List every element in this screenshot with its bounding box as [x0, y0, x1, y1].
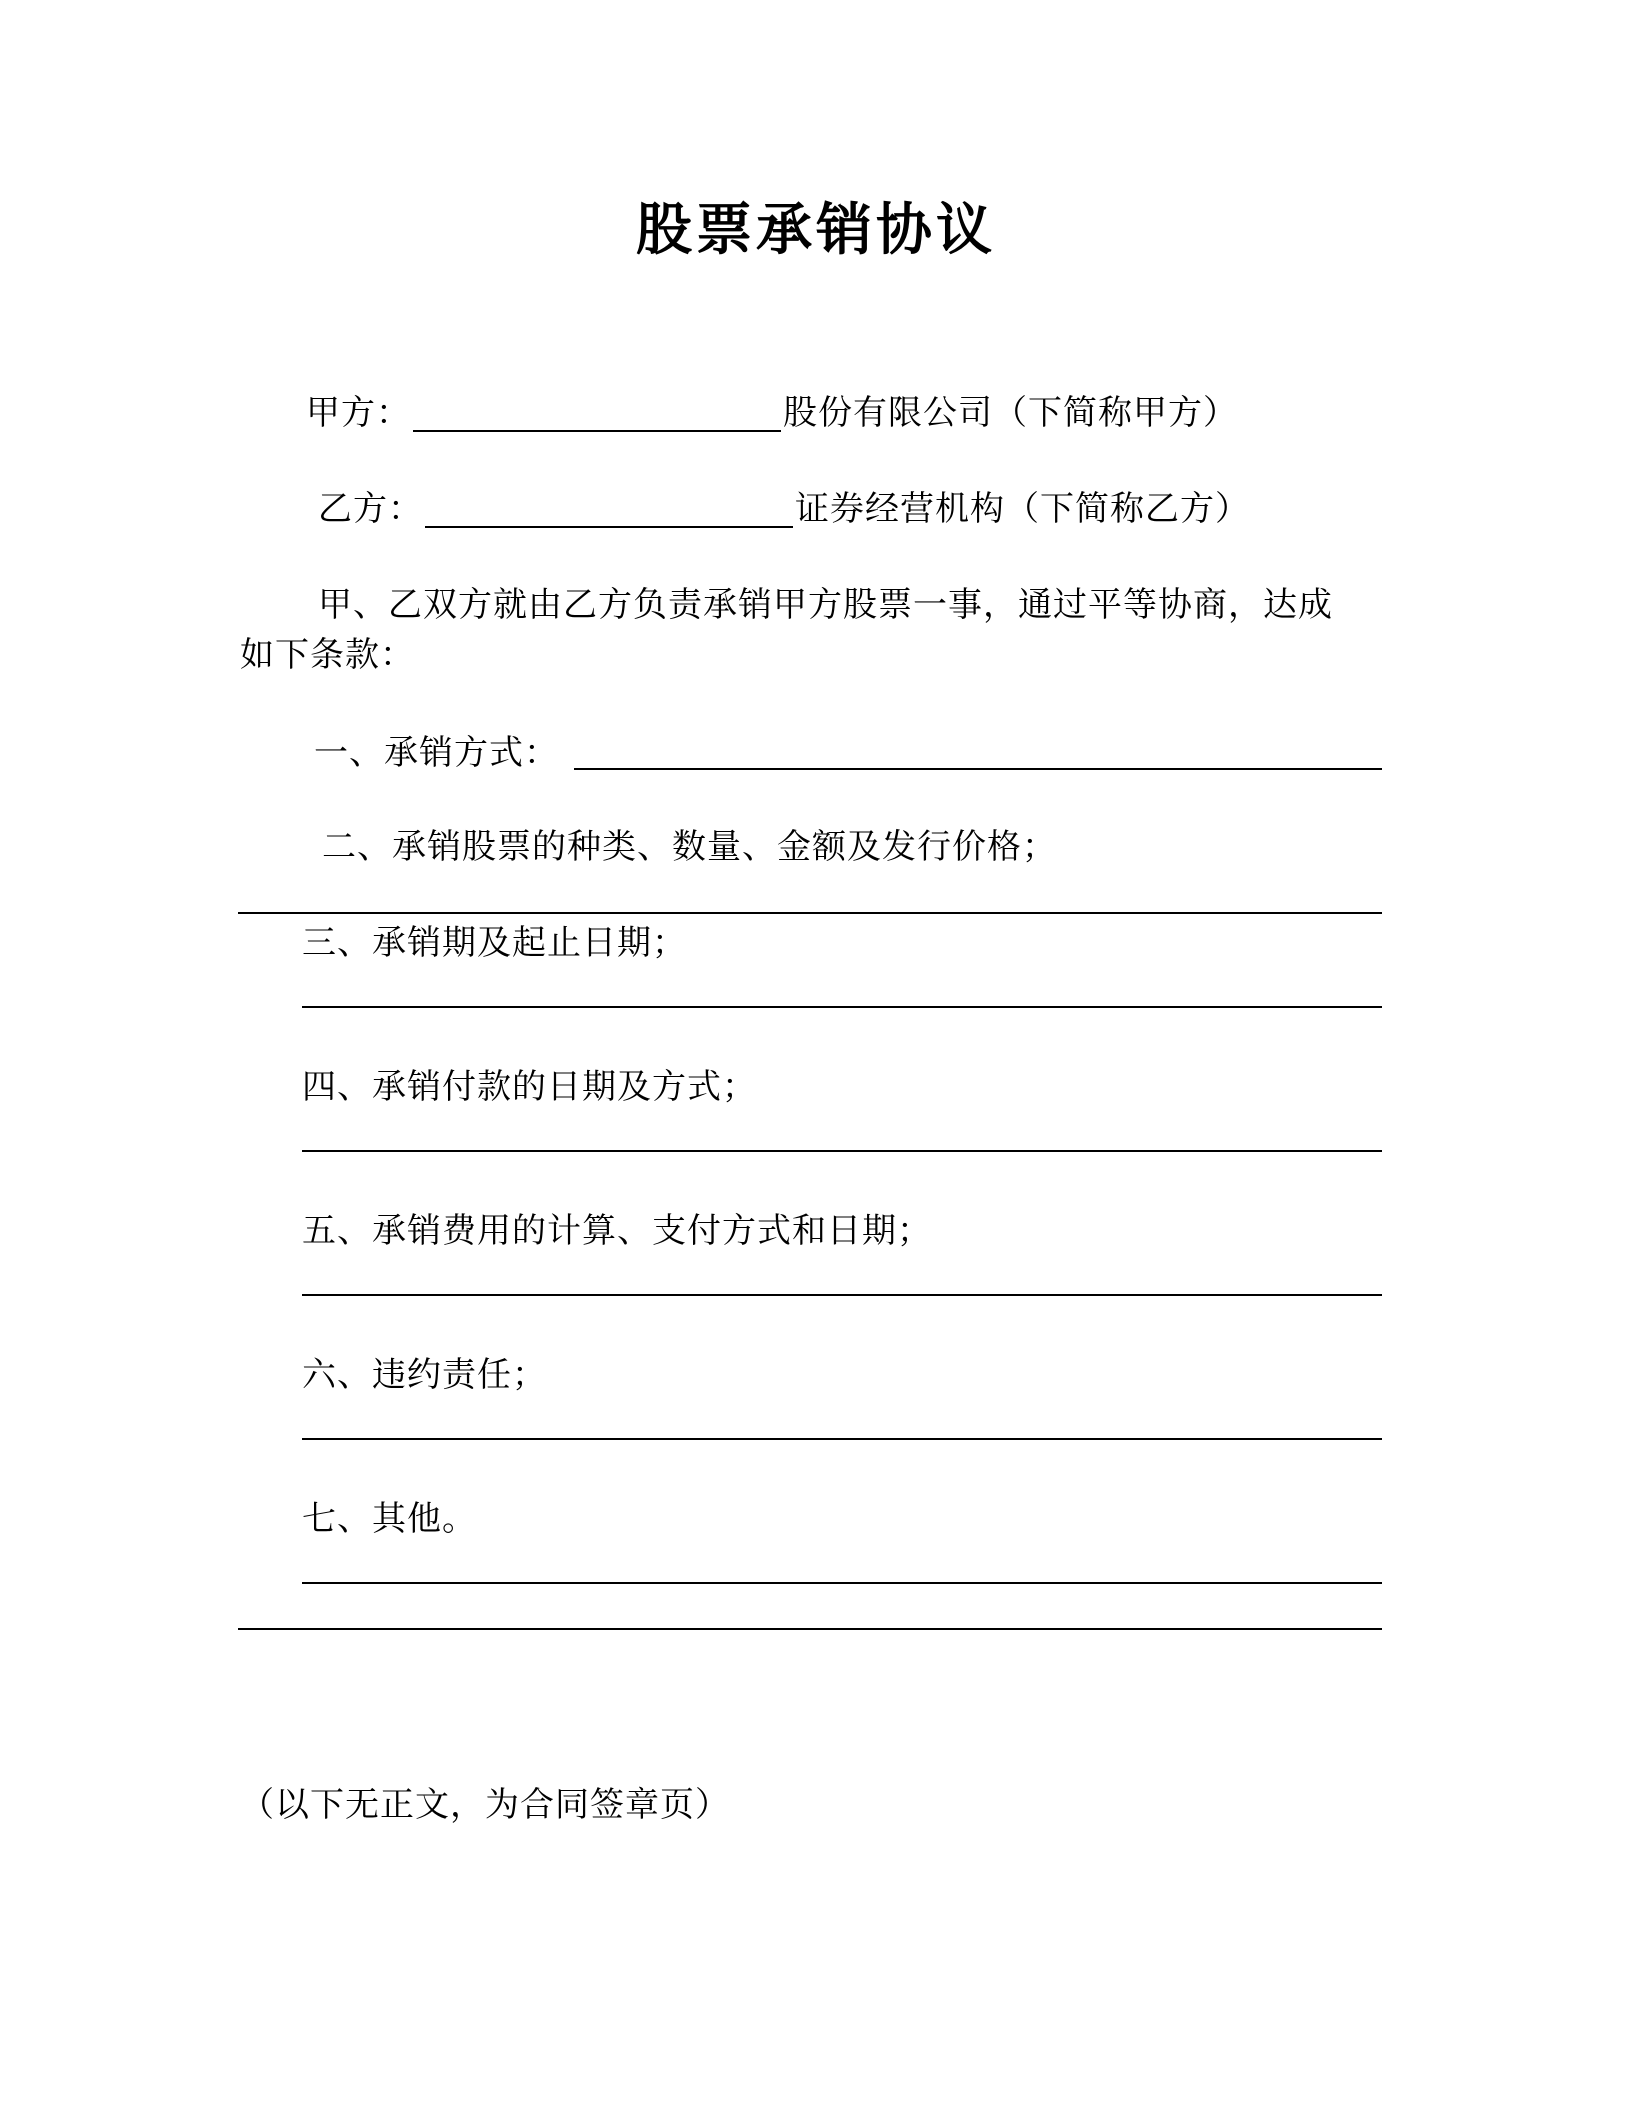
clause-6-blank[interactable]: [302, 1438, 1382, 1440]
clause-6-label: 六、违约责任；: [302, 1355, 547, 1395]
clause-7-label: 七、其他。: [302, 1499, 477, 1539]
party-a-label: 甲方：: [306, 393, 411, 433]
party-b-name-blank[interactable]: [425, 488, 793, 528]
party-b-line: [318, 484, 1250, 534]
clause-5-label: 五、承销费用的计算、支付方式和日期；: [302, 1211, 932, 1251]
clause-1-blank[interactable]: [574, 768, 1382, 770]
intro-line-2: 如下条款：: [240, 635, 415, 675]
clause-2-blank[interactable]: [238, 912, 1382, 914]
clause-7-blank[interactable]: [302, 1582, 1382, 1584]
party-a-suffix: 股份有限公司（下简称甲方）: [783, 393, 1238, 433]
party-a-line: [306, 388, 1238, 438]
party-a-name-blank[interactable]: [413, 392, 781, 432]
clause-4-label: 四、承销付款的日期及方式；: [302, 1067, 757, 1107]
clause-3-label: 三、承销期及起止日期；: [302, 923, 687, 963]
document-title: 股票承销协议: [636, 197, 996, 263]
closing-note: （以下无正文，为合同签章页）: [240, 1785, 730, 1825]
clause-3-blank[interactable]: [302, 1006, 1382, 1008]
party-b-label: 乙方：: [318, 489, 423, 529]
clause-5-blank[interactable]: [302, 1294, 1382, 1296]
party-b-suffix: 证券经营机构（下简称乙方）: [795, 489, 1250, 529]
clause-7-blank-extra[interactable]: [238, 1628, 1382, 1630]
clause-1-label: 一、承销方式：: [314, 733, 559, 773]
clause-4-blank[interactable]: [302, 1150, 1382, 1152]
clause-2-label: 二、承销股票的种类、数量、金额及发行价格；: [322, 827, 1057, 867]
intro-line-1: 甲、乙双方就由乙方负责承销甲方股票一事，通过平等协商，达成: [318, 585, 1333, 625]
